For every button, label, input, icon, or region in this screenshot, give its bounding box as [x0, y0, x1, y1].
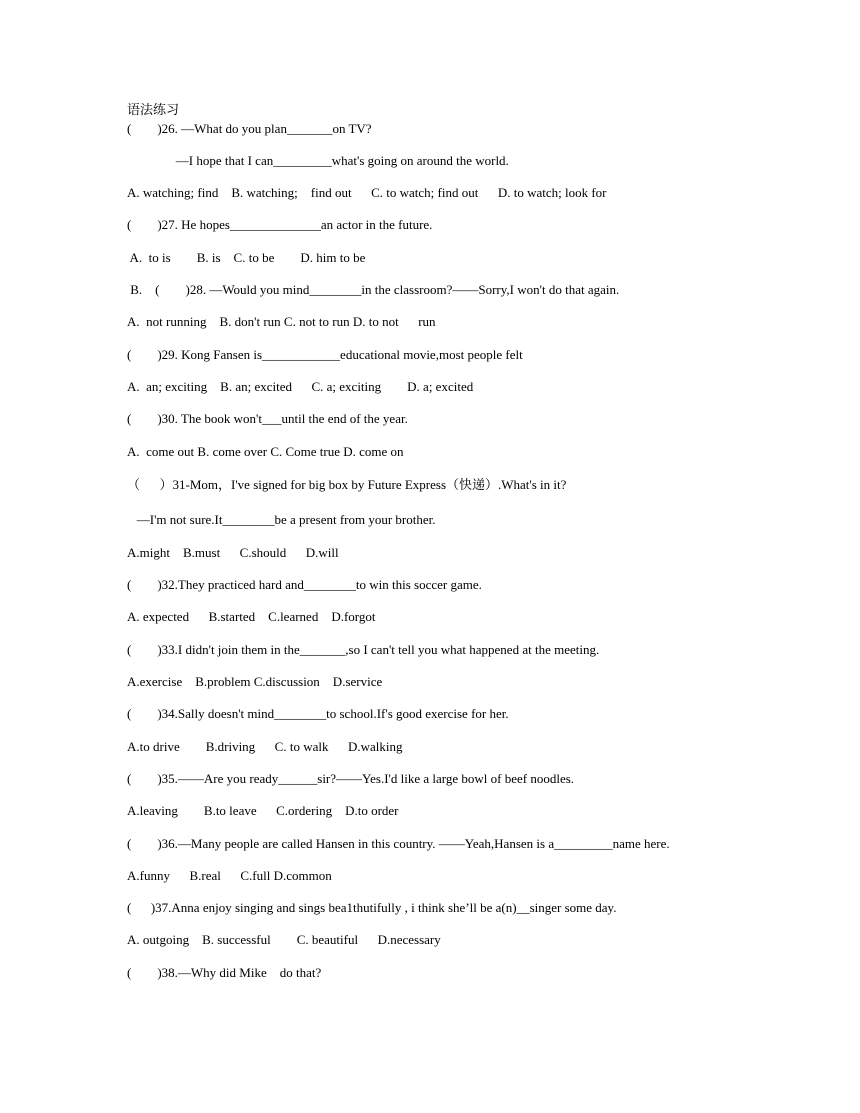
question-34-stem: ( )34.Sally doesn't mind________to school.If's good exercise for her.: [127, 706, 509, 721]
question-38-stem: ( )38.—Why did Mike do that?: [127, 965, 322, 980]
question-32-stem: ( )32.They practiced hard and________to win this soccer game.: [127, 577, 482, 592]
question-35-stem: ( )35.——Are you ready______sir?——Yes.I'd like a large bowl of beef noodles.: [127, 771, 575, 786]
question-26-options: A. watching; find B. watching; find out C. to watch; find out D. to watch; look for: [127, 185, 607, 200]
question-30-stem: ( )30. The book won't___until the end of the year.: [127, 411, 408, 426]
document-title: 语法练习: [127, 103, 180, 118]
question-27-stem: ( )27. He hopes______________an actor in the future.: [127, 217, 433, 232]
question-36-stem: ( )36.—Many people are called Hansen in this country. ——Yeah,Hansen is a_________name here.: [127, 836, 670, 851]
question-34-options: A.to drive B.driving C. to walk D.walking: [127, 739, 403, 754]
question-27-options: A. to is B. is C. to be D. him to be: [127, 250, 366, 265]
question-32-options: A. expected B.started C.learned D.forgot: [127, 609, 376, 624]
question-33-options: A.exercise B.problem C.discussion D.service: [127, 674, 383, 689]
question-29-stem: ( )29. Kong Fansen is____________educational movie,most people felt: [127, 347, 523, 362]
question-33-stem: ( )33.I didn't join them in the_______,so I can't tell you what happened at the meeting.: [127, 642, 600, 657]
question-31-stem: （ ）31-Mom，I've signed for big box by Future Express（快递）.What's in it?: [127, 477, 567, 492]
question-28-options: A. not running B. don't run C. not to run D. to not run: [127, 314, 436, 329]
question-26-response: —I hope that I can_________what's going on around the world.: [127, 153, 509, 168]
question-31-response: —I'm not sure.It________be a present from your brother.: [127, 512, 436, 527]
question-36-options: A.funny B.real C.full D.common: [127, 868, 332, 883]
question-26-stem: ( )26. —What do you plan_______on TV?: [127, 121, 372, 136]
question-30-options: A. come out B. come over C. Come true D. come on: [127, 444, 404, 459]
question-28-stem: B. ( )28. —Would you mind________in the classroom?——Sorry,I won't do that again.: [127, 282, 620, 297]
question-37-stem: ( )37.Anna enjoy singing and sings bea1thutifully , i think she’ll be a(n)__singer some day.: [127, 900, 617, 915]
question-31-options: A.might B.must C.should D.will: [127, 545, 339, 560]
question-35-options: A.leaving B.to leave C.ordering D.to order: [127, 803, 399, 818]
question-29-options: A. an; exciting B. an; excited C. a; exciting D. a; excited: [127, 379, 474, 394]
question-37-options: A. outgoing B. successful C. beautiful D.necessary: [127, 932, 441, 947]
